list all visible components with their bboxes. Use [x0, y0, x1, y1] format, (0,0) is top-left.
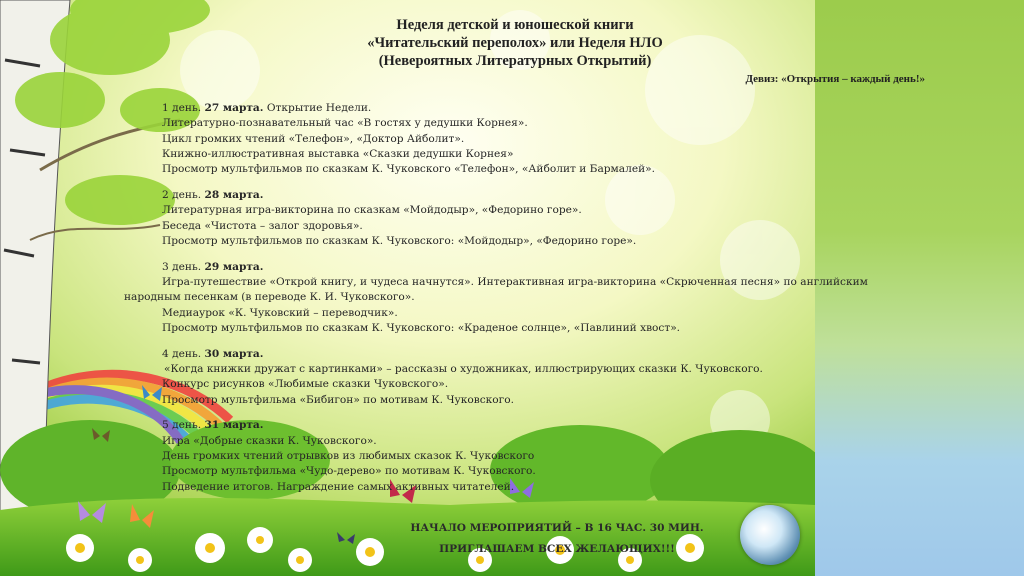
- start-time-notice: НАЧАЛО МЕРОПРИЯТИЙ – В 16 ЧАС. 30 МИН.: [410, 522, 704, 534]
- event-item: День громких чтений отрывков из любимых сказок К. Чуковского: [162, 449, 535, 462]
- motto: Девиз: «Открытия – каждый день!»: [745, 73, 925, 85]
- day-block-4: [124, 347, 924, 408]
- day-title: [124, 101, 924, 116]
- day-block-5: [124, 418, 924, 494]
- event-item: Просмотр мультфильмов по сказкам К. Чуковского «Телефон», «Айболит и Бармалей».: [162, 163, 656, 176]
- event-item-continued: народным песенкам (в переводе К. И. Чуковского».: [124, 291, 415, 304]
- event-item: Литературно-познавательный час «В гостях у дедушки Корнея».: [162, 117, 528, 130]
- day-block-2: [124, 188, 924, 249]
- day-prefix: 4 день.: [162, 347, 205, 360]
- day-date: 28 марта.: [204, 188, 264, 201]
- event-item: Игра-путешествие «Открой книгу, и чудеса начнутся». Интерактивная игра-викторина «Скрюченная песня» по английским: [162, 275, 868, 288]
- day-date: 30 марта.: [204, 347, 264, 360]
- header-line-3: (Невероятных Литературных Открытий): [378, 53, 652, 69]
- event-item: Просмотр мультфильмов по сказкам К. Чуковского: «Мойдодыр», «Федорино горе».: [162, 234, 637, 247]
- event-item: Подведение итогов. Награждение самых активных читателей.: [162, 480, 515, 493]
- invitation-text: ПРИГЛАШАЕМ ВСЕХ ЖЕЛАЮЩИХ!!!: [439, 543, 675, 555]
- day-title: [124, 188, 924, 203]
- event-item: Цикл громких чтений «Телефон», «Доктор Айболит».: [162, 132, 465, 145]
- day-prefix: 1 день.: [162, 102, 205, 114]
- day-date: 27 марта.: [204, 102, 264, 114]
- event-item: Медиаурок «К. Чуковский – переводчик».: [162, 306, 398, 319]
- slide-header: [290, 16, 740, 70]
- event-item: Книжно-иллюстративная выставка «Сказки дедушки Корнея»: [162, 147, 514, 160]
- event-item: Литературная игра-викторина по сказкам «Мойдодыр», «Федорино горе».: [162, 204, 582, 217]
- day-title: [124, 418, 924, 433]
- event-item: Просмотр мультфильмов по сказкам К. Чуковского: «Краденое солнце», «Павлиний хвост».: [162, 321, 681, 334]
- event-item: Просмотр мультфильма «Чудо-дерево» по мотивам К. Чуковского.: [162, 465, 536, 478]
- day-prefix: 5 день.: [162, 419, 205, 432]
- event-item: «Когда книжки дружат с картинками» – рассказы о художниках, иллюстрирующих сказки К. Чуковского.: [164, 362, 763, 375]
- event-item: Просмотр мультфильма «Бибигон» по мотивам К. Чуковского.: [162, 393, 514, 406]
- schedule: [124, 101, 924, 505]
- header-line-2: «Читательский переполох» или Неделя НЛО: [367, 35, 663, 51]
- day-title: [124, 347, 924, 362]
- event-footer: [392, 518, 722, 560]
- event-item: Беседа «Чистота – залог здоровья».: [162, 219, 363, 232]
- day-date: 29 марта.: [204, 260, 264, 273]
- header-line-1: Неделя детской и юношеской книги: [396, 17, 634, 33]
- day-prefix: 2 день.: [162, 188, 205, 201]
- event-item: Игра «Добрые сказки К. Чуковского».: [162, 434, 377, 447]
- day-block-3: [124, 260, 924, 336]
- day-prefix: 3 день.: [162, 260, 205, 273]
- day-title-rest: Открытие Недели.: [263, 102, 372, 114]
- day-date: 31 марта.: [204, 419, 264, 432]
- day-block-1: [124, 101, 924, 177]
- globe-logo-icon: [740, 505, 800, 565]
- event-item: Конкурс рисунков «Любимые сказки Чуковского».: [162, 378, 449, 391]
- day-title: [124, 260, 924, 275]
